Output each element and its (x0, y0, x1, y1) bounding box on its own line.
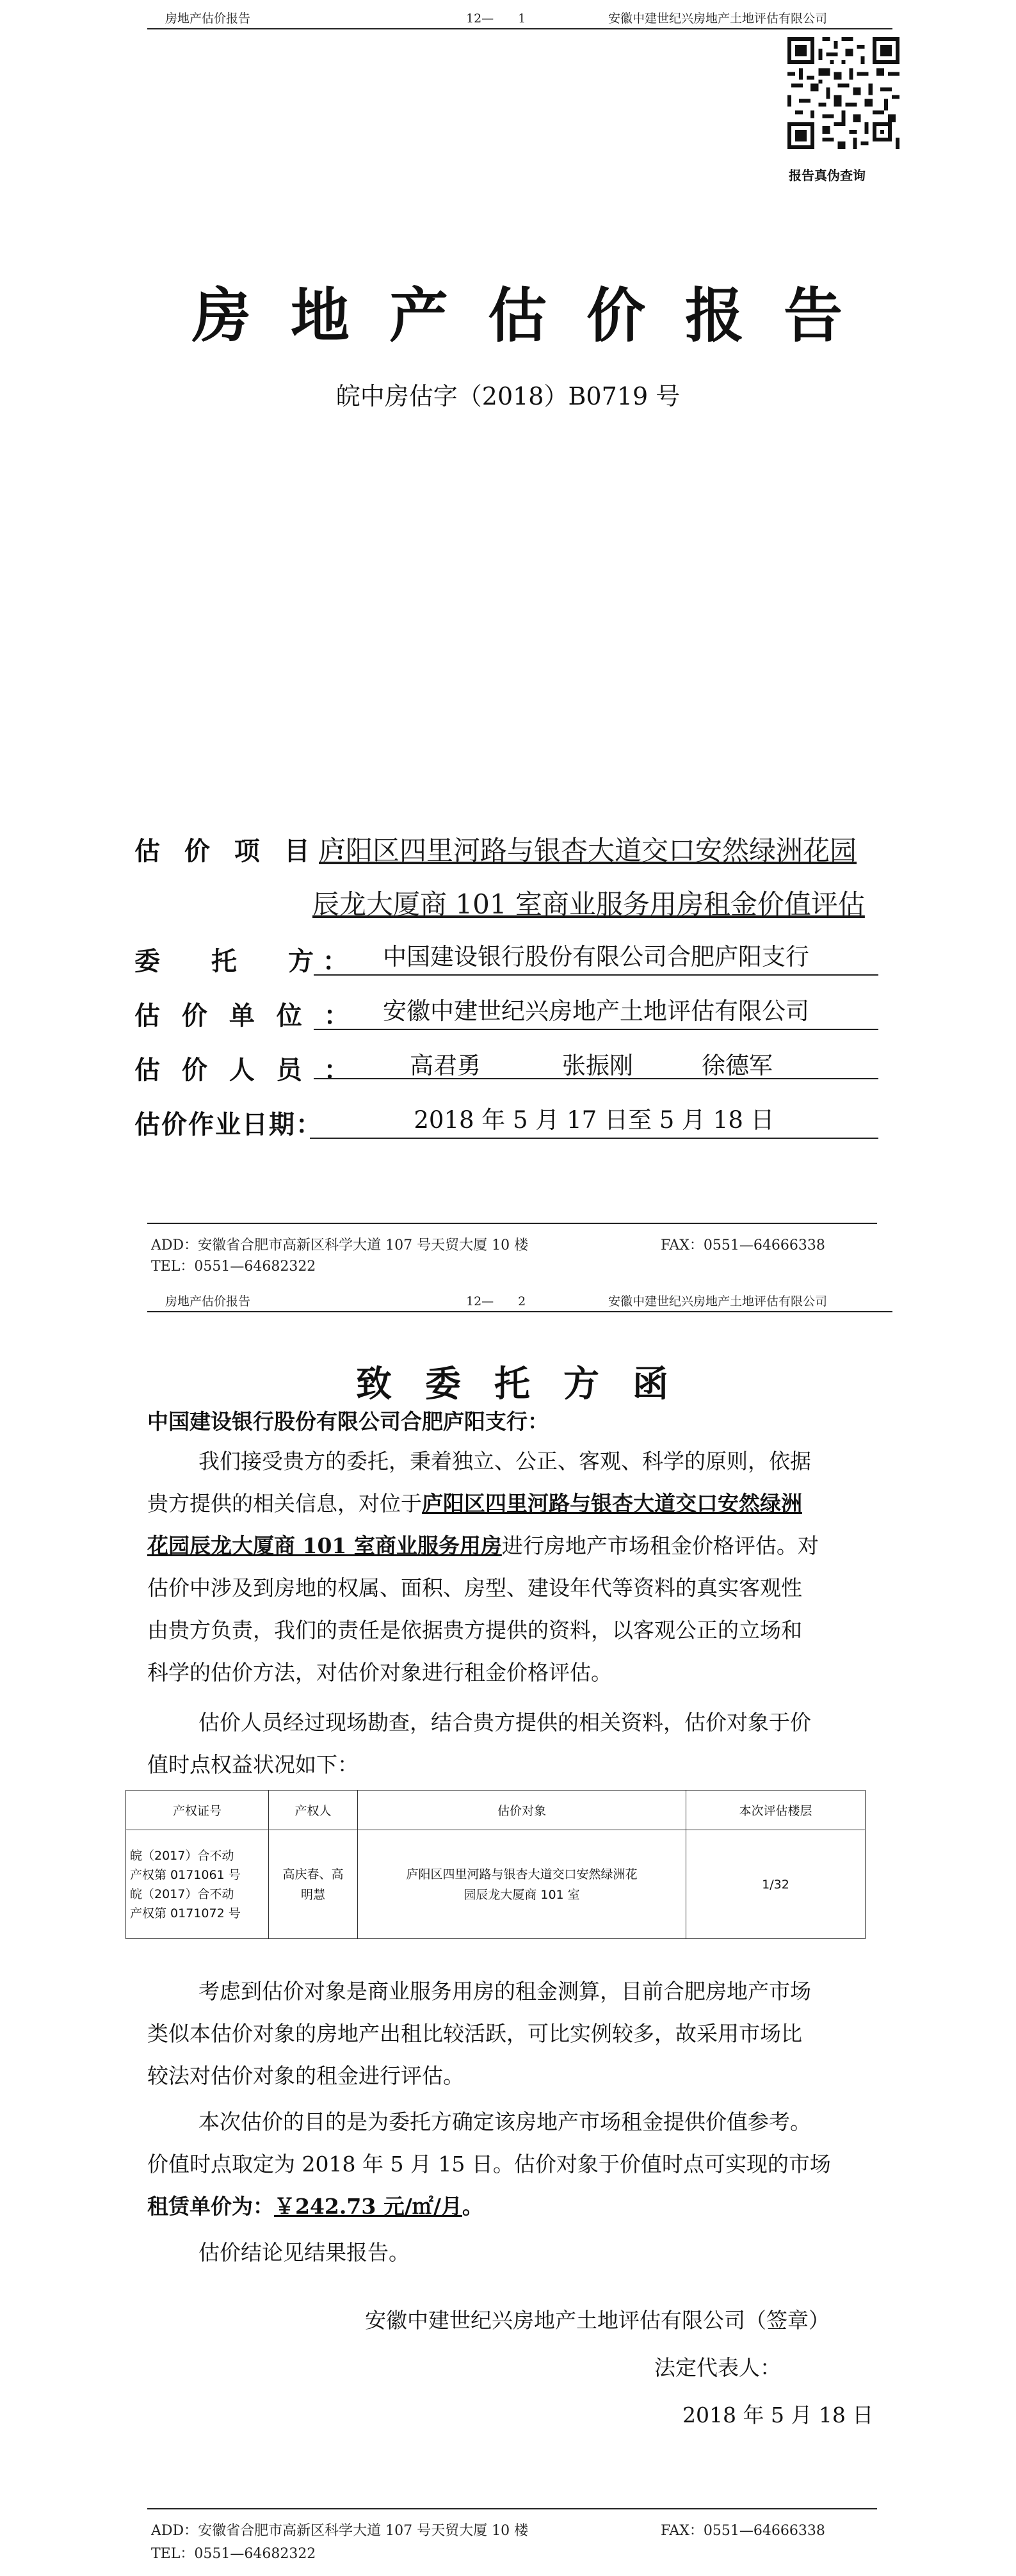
field-value-work-date: 2018 年 5 月 17 日至 5 月 18 日 (310, 1100, 878, 1139)
para2-line: 估价人员经过现场勘查，结合贵方提供的相关资料，估价对象于价 (198, 1710, 811, 1735)
table-cell-floor: 1/32 (686, 1830, 866, 1939)
document-number: 皖中房估字（2018）B0719 号 (335, 382, 681, 410)
rent-price-label: 租赁单价为： (147, 2194, 274, 2219)
page2-header-right: 安徽中建世纪兴房地产土地评估有限公司 (608, 1294, 828, 1308)
field-value-appraiser-company: 安徽中建世纪兴房地产土地评估有限公司 (314, 992, 878, 1030)
table-header-cell: 产权人 (269, 1791, 358, 1830)
field-label-appraiser-company: 估 价 单 位 ： (134, 1001, 356, 1031)
appraiser-name: 徐德军 (702, 1052, 773, 1079)
para4-line: 本次估价的目的是为委托方确定该房地产市场租金提供价值参考。 (198, 2109, 811, 2134)
para1-line: 科学的估价方法，对估价对象进行租金价格评估。 (147, 1660, 612, 1685)
cert-line: 产权第 0171061 号 (130, 1867, 241, 1882)
cert-line: 皖（2017）合不动 (130, 1887, 234, 1901)
page2-footer-fax: FAX：0551—64666338 (661, 2523, 825, 2539)
signature-legal-rep: 法定代表人： (654, 2355, 781, 2380)
page1-footer-address: ADD：安徽省合肥市高新区科学大道 107 号天贸大厦 10 楼 (151, 1237, 529, 1253)
table-header-cell: 产权证号 (126, 1791, 269, 1830)
field-value-project-line2[interactable]: 辰龙大厦商 101 室商业服务用房租金价值评估 (312, 889, 865, 920)
field-value-client: 中国建设银行股份有限公司合肥庐阳支行 (314, 937, 878, 976)
para3-line: 类似本估价对象的房地产出租比较活跃，可比实例较多，故采用市场比 (147, 2021, 802, 2046)
table-cell-cert (126, 1830, 269, 1939)
page1-header-left: 房地产估价报告 (165, 12, 251, 26)
para3-line: 考虑到估价对象是商业服务用房的租金测算，目前合肥房地产市场 (198, 1979, 811, 2004)
property-address-link[interactable]: 花园辰龙大厦商 101 室商业服务用房 (147, 1533, 502, 1558)
table-cell-owner (269, 1830, 358, 1939)
table-header-row (126, 1791, 866, 1830)
para1-text: 进行房地产市场租金价格评估。对 (501, 1533, 819, 1558)
para2-line: 值时点权益状况如下： (147, 1752, 359, 1777)
owner-line: 明慧 (300, 1887, 325, 1902)
para4-line: 价值时点取定为 2018 年 5 月 15 日。估价对象于价值时点可实现的市场 (147, 2152, 831, 2177)
object-line: 园辰龙大厦商 101 室 (464, 1887, 580, 1902)
appraiser-name: 张振刚 (562, 1052, 633, 1079)
property-rights-table (125, 1790, 866, 1939)
field-label-appraisers: 估 价 人 员 ： (134, 1055, 356, 1085)
rent-price-end: 。 (462, 2194, 483, 2219)
cert-line: 皖（2017）合不动 (130, 1848, 234, 1863)
page1-footer-rule (147, 1223, 877, 1224)
para5-line: 估价结论见结果报告。 (198, 2240, 410, 2265)
para3-line: 较法对估价对象的租金进行评估。 (147, 2063, 464, 2088)
field-value-appraisers (314, 1046, 878, 1079)
field-value-project-line1[interactable]: 庐阳区四里河路与银杏大道交口安然绿洲花园 (319, 835, 857, 866)
page1-footer-tel: TEL：0551—64682322 (151, 1259, 316, 1275)
page1-header-rule (147, 28, 892, 29)
page2-footer-rule (147, 2508, 877, 2509)
property-address-link[interactable]: 庐阳区四里河路与银杏大道交口安然绿洲 (422, 1491, 802, 1516)
page2-header-page-number: 12— 2 (466, 1294, 526, 1308)
signature-company: 安徽中建世纪兴房地产土地评估有限公司（签章） (365, 2308, 830, 2333)
signature-date: 2018 年 5 月 18 日 (682, 2403, 874, 2427)
field-label-project: 估 价 项 目 ： (134, 836, 367, 866)
appraiser-name: 高君勇 (410, 1052, 481, 1079)
field-label-work-date: 估价作业日期： (134, 1109, 323, 1139)
letter-title: 致委托方函 (356, 1363, 702, 1405)
para4-line (147, 2186, 483, 2228)
table-header-cell: 本次评估楼层 (686, 1791, 866, 1830)
table-row (126, 1830, 866, 1939)
para1-line (147, 1483, 802, 1525)
page2-footer-address: ADD：安徽省合肥市高新区科学大道 107 号天贸大厦 10 楼 (151, 2523, 529, 2539)
qr-caption: 报告真伪查询 (789, 168, 866, 183)
page1-header-right: 安徽中建世纪兴房地产土地评估有限公司 (608, 12, 828, 26)
para1-line: 由贵方负责，我们的责任是依据贵方提供的资料，以客观公正的立场和 (147, 1618, 802, 1643)
para1-line: 我们接受贵方的委托，秉着独立、公正、客观、科学的原则，依据 (198, 1449, 811, 1474)
owner-line: 高庆春、高 (282, 1867, 344, 1881)
table-header-cell: 估价对象 (358, 1791, 686, 1830)
page1-header-page-number: 12— 1 (466, 12, 526, 26)
letter-addressee: 中国建设银行股份有限公司合肥庐阳支行： (147, 1409, 549, 1434)
para1-line (147, 1525, 819, 1567)
para1-line: 估价中涉及到房地的权属、面积、房型、建设年代等资料的真实客观性 (147, 1575, 802, 1600)
cert-line: 产权第 0171072 号 (130, 1906, 241, 1920)
table-cell-object (358, 1830, 686, 1939)
page2-header-left: 房地产估价报告 (165, 1294, 251, 1308)
qr-code-icon[interactable] (787, 37, 899, 149)
page1-footer-fax: FAX：0551—64666338 (661, 1237, 825, 1253)
page2-header-rule (147, 1311, 892, 1312)
field-label-client: 委 托 方 ： (134, 946, 348, 976)
page2-footer-tel: TEL：0551—64682322 (151, 2546, 316, 2562)
object-line: 庐阳区四里河路与银杏大道交口安然绿洲花 (406, 1867, 638, 1881)
rent-price-value: ￥242.73 元/㎡/月 (274, 2194, 462, 2219)
para1-text: 贵方提供的相关信息，对位于 (147, 1491, 422, 1516)
report-title: 房地产估价报告 (192, 281, 883, 350)
